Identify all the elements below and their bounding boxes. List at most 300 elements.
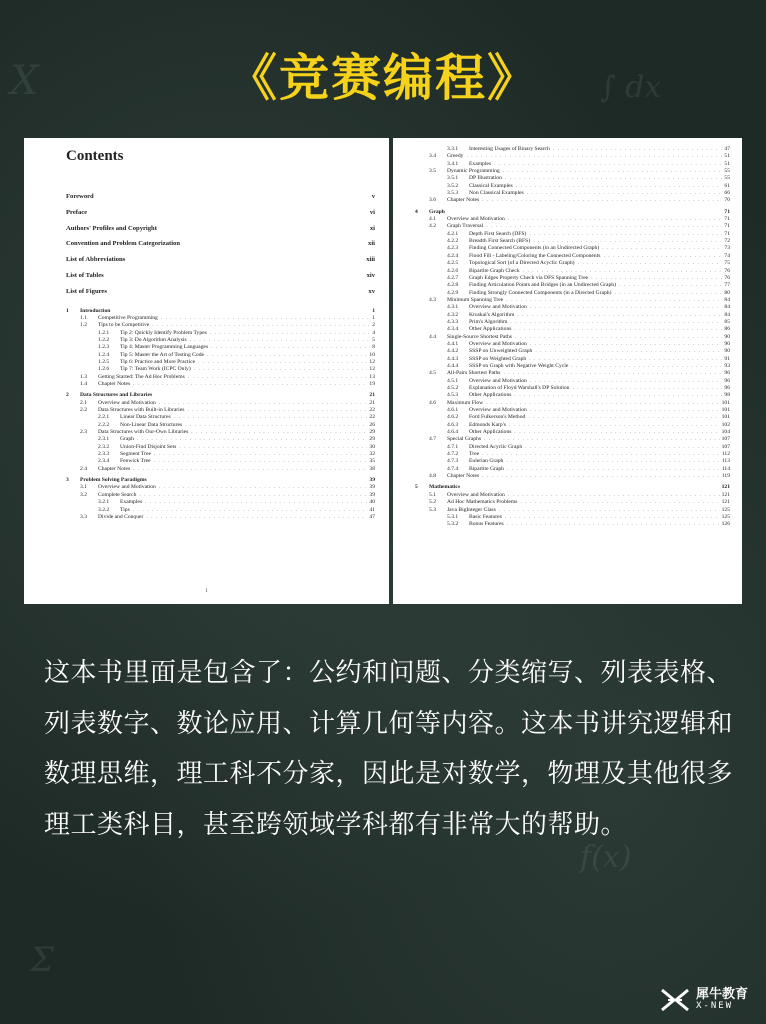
front-matter-row <box>66 240 375 256</box>
toc-entry-page: 107 <box>721 436 730 443</box>
toc-entry-title: Chapter Notes <box>98 465 131 472</box>
toc-entry-page: 22 <box>369 414 375 421</box>
toc-entry-number: 4.2.5 <box>447 260 459 267</box>
toc-entry-number: 4.3.4 <box>447 326 459 333</box>
toc-page-right <box>393 138 742 604</box>
toc-leader-dots <box>530 378 723 385</box>
toc-entry-title: Segment Tree <box>120 451 151 458</box>
toc-entry-number: 4.2.6 <box>447 267 459 274</box>
toc-leader-dots <box>614 290 722 297</box>
toc-leader-dots <box>482 197 722 204</box>
toc-chapter-row <box>66 308 375 315</box>
toc-entry-number: 4.7.3 <box>447 458 459 465</box>
page-title: 《竞赛编程》 <box>227 49 539 107</box>
toc-leader-dots <box>509 422 720 429</box>
toc-section-row <box>66 352 375 359</box>
toc-entry-number: 3.1 <box>80 484 87 491</box>
toc-entry-title: Examples <box>469 160 492 167</box>
toc-entry-title: Graph Traversal <box>447 223 484 230</box>
toc-entry-number: 3.5.3 <box>447 190 459 197</box>
toc-entry-number: 3.3.1 <box>447 146 459 152</box>
toc-section-row <box>66 507 375 514</box>
chalk-decoration: f(x) <box>580 840 632 875</box>
toc-section-row <box>415 499 730 506</box>
toc-section-row <box>415 260 730 267</box>
toc-leader-dots <box>506 458 719 465</box>
toc-section-row <box>415 146 730 153</box>
toc-leader-dots <box>486 223 722 230</box>
brand-logo <box>660 988 748 1012</box>
toc-entry-page: 90 <box>724 348 730 355</box>
toc-leader-dots <box>154 451 367 458</box>
toc-entry-title: Classical Examples <box>469 182 513 189</box>
toc-entry-page: 55 <box>724 168 730 175</box>
toc-list-left <box>66 308 375 522</box>
toc-entry-number: 2 <box>66 392 69 399</box>
toc-section-row <box>415 436 730 443</box>
toc-entry-page: 126 <box>721 521 730 528</box>
toc-leader-dots <box>207 352 367 359</box>
toc-section-row <box>66 400 375 407</box>
toc-section-row <box>415 363 730 370</box>
toc-section-row <box>415 290 730 297</box>
toc-section-row <box>66 374 375 381</box>
toc-leader-dots <box>211 344 370 351</box>
toc-entry-title: Overview and Motivation <box>98 399 156 406</box>
toc-entry-page: 76 <box>724 274 730 281</box>
toc-section-row <box>66 422 375 429</box>
toc-section-row <box>66 492 375 499</box>
toc-entry-page: 101 <box>721 414 730 421</box>
toc-section-row <box>66 484 375 491</box>
toc-entry-number: 2.3.3 <box>98 451 110 458</box>
toc-entry-page: 71 <box>724 230 730 237</box>
toc-entry-title: Linear Data Structures <box>120 414 171 421</box>
toc-entry-title: Tip 7: Team Work (ICPC Only) <box>120 366 191 373</box>
toc-section-row <box>66 330 375 337</box>
toc-entry-title: Other Applications <box>469 326 512 333</box>
toc-entry-title: Flood Fill - Labeling/Coloring the Connected Components <box>469 252 601 259</box>
toc-entry-title: Data Structures and Libraries <box>80 392 153 399</box>
toc-leader-dots <box>466 153 722 160</box>
toc-entry-page: 73 <box>724 245 730 252</box>
toc-entry-page: xii <box>368 240 375 248</box>
toc-entry-number: 4.5 <box>429 370 436 377</box>
toc-leader-dots <box>503 370 722 377</box>
toc-chapter-row <box>66 477 375 484</box>
toc-entry-title: Edmonds Karp's <box>469 421 506 428</box>
toc-section-row <box>415 341 730 348</box>
toc-entry-number: 1.2.6 <box>98 366 110 373</box>
toc-entry-page: vi <box>369 208 375 216</box>
toc-leader-dots <box>507 521 720 528</box>
toc-entry-number: 4.4.4 <box>447 362 459 369</box>
toc-section-row <box>415 231 730 238</box>
toc-section-row <box>415 370 730 377</box>
toc-section-row <box>415 161 730 168</box>
toc-entry-number: 4.6.3 <box>447 421 459 428</box>
toc-section-row <box>415 378 730 385</box>
toc-entry-title: Maximum Flow <box>447 399 484 406</box>
toc-section-row <box>66 514 375 521</box>
toc-entry-title: Tips to be Competitive <box>98 322 150 329</box>
toc-entry-page: 22 <box>369 407 375 414</box>
toc-entry-number: 4.2.3 <box>447 245 459 252</box>
front-matter-row <box>66 288 375 304</box>
toc-entry-title: List of Tables <box>66 271 104 279</box>
toc-section-row <box>415 422 730 429</box>
toc-leader-dots <box>499 507 720 514</box>
toc-entry-number: 5.3 <box>429 506 436 513</box>
toc-entry-number: 1.2.4 <box>98 351 110 358</box>
toc-leader-dots <box>503 168 723 175</box>
toc-leader-dots <box>603 253 722 260</box>
toc-section-row <box>415 183 730 190</box>
toc-entry-page: 39 <box>369 484 375 491</box>
toc-entry-title: Graph <box>429 208 445 215</box>
toc-entry-number: 4.1 <box>429 216 436 223</box>
toc-leader-dots <box>484 436 720 443</box>
toc-leader-dots <box>146 514 367 521</box>
toc-section-row <box>415 153 730 160</box>
toc-entry-page: 90 <box>724 333 730 340</box>
toc-section-row <box>415 400 730 407</box>
toc-entry-title: Explanation of Floyd Warshall's DP Solution <box>469 385 570 391</box>
toc-section-row <box>415 216 730 223</box>
toc-entry-page: 4 <box>372 329 375 336</box>
toc-leader-dots <box>514 429 719 436</box>
toc-entry-page: 121 <box>721 491 730 498</box>
toc-section-row <box>415 473 730 480</box>
toc-section-row <box>66 429 375 436</box>
toc-entry-number: 4.6.1 <box>447 407 459 414</box>
toc-chapter-row <box>66 392 375 399</box>
toc-entry-page: 21 <box>369 392 375 399</box>
toc-entry-number: 4.5.2 <box>447 385 459 391</box>
toc-section-row <box>415 385 730 392</box>
toc-entry-title: Complete Search <box>98 491 137 498</box>
toc-entry-title: Tip 5: Master the Art of Testing Code <box>120 351 204 358</box>
toc-leader-dots <box>602 245 722 252</box>
toc-entry-number: 3.2 <box>80 491 87 498</box>
toc-entry-title: Prim's Algorithm <box>469 318 508 325</box>
toc-entry-page: 75 <box>724 260 730 267</box>
toc-entry-page: 121 <box>721 484 730 491</box>
toc-entry-number: 4.7.4 <box>447 465 459 472</box>
toc-entry-number: 3.3 <box>80 513 87 520</box>
toc-section-row <box>415 238 730 245</box>
toc-section-row <box>66 322 375 329</box>
toc-entry-page: xiii <box>366 256 375 264</box>
toc-entry-title: SSSP on Graph with Negative Weight Cycle <box>469 362 569 369</box>
toc-entry-number: 4.6 <box>429 399 436 406</box>
toc-entry-page: 96 <box>724 385 730 391</box>
toc-section-row <box>66 444 375 451</box>
toc-entry-page: 93 <box>724 362 730 369</box>
x-logo-icon <box>660 988 690 1012</box>
toc-entry-page: 66 <box>724 190 730 197</box>
toc-entry-title: Finding Connected Components (in an Undirected Graph) <box>469 245 600 252</box>
toc-entry-title: Introduction <box>80 307 111 314</box>
toc-leader-dots <box>533 238 722 245</box>
toc-entry-title: Bonus Features <box>469 521 504 528</box>
toc-entry-page: 10 <box>369 351 375 358</box>
toc-entry-title: Overview and Motivation <box>469 340 527 347</box>
toc-leader-dots <box>528 414 719 421</box>
toc-entry-page: 113 <box>721 458 730 465</box>
toc-leader-dots <box>133 381 367 388</box>
toc-section-row <box>66 436 375 443</box>
toc-leader-dots <box>187 407 367 414</box>
toc-entry-number: 4.7.1 <box>447 443 459 450</box>
toc-entry-page: 55 <box>724 175 730 182</box>
toc-entry-page: xv <box>368 287 375 295</box>
toc-section-row <box>415 407 730 414</box>
toc-section-row <box>415 414 730 421</box>
toc-entry-page: 1 <box>372 307 375 314</box>
toc-entry-number: 4.2.7 <box>447 274 459 281</box>
toc-entry-page: 125 <box>721 506 730 513</box>
toc-leader-dots <box>506 297 722 304</box>
toc-entry-number: 4.2.2 <box>447 238 459 245</box>
toc-entry-title: Other Applications <box>469 392 512 399</box>
toc-leader-dots <box>191 429 367 436</box>
toc-entry-number: 1.1 <box>80 314 87 321</box>
toc-leader-dots <box>516 183 723 190</box>
toc-entry-page: 8 <box>372 344 375 351</box>
logo-english-name: X-NEW <box>695 1001 734 1012</box>
toc-entry-page: 107 <box>721 443 730 450</box>
toc-entry-title: Problem Solving Paradigms <box>80 477 147 484</box>
toc-entry-page: 26 <box>369 421 375 428</box>
toc-section-row <box>66 344 375 351</box>
toc-leader-dots <box>529 356 722 363</box>
toc-entry-page: 39 <box>369 491 375 498</box>
front-matter-row <box>66 225 375 241</box>
toc-leader-dots <box>188 374 368 381</box>
toc-leader-dots <box>482 473 720 480</box>
toc-entry-page: 104 <box>721 429 730 436</box>
toc-entry-page: 114 <box>721 465 730 472</box>
toc-section-row <box>66 458 375 465</box>
toc-section-row <box>415 168 730 175</box>
toc-entry-number: 4.3 <box>429 296 436 303</box>
toc-entry-title: Examples <box>120 499 143 506</box>
toc-entry-title: Directed Acyclic Graph <box>469 443 523 450</box>
toc-entry-title: Java BigInteger Class <box>447 506 496 513</box>
toc-section-row <box>415 197 730 204</box>
toc-entry-title: Foreword <box>66 193 94 200</box>
toc-entry-number: 5.2 <box>429 499 436 506</box>
toc-entry-page: 90 <box>724 340 730 347</box>
toc-entry-number: 1.4 <box>80 381 87 388</box>
front-matter-row <box>66 256 375 272</box>
toc-entry-page: 77 <box>724 282 730 289</box>
toc-section-row <box>415 429 730 436</box>
toc-leader-dots <box>505 175 723 182</box>
toc-leader-dots <box>482 451 720 458</box>
toc-entry-page: 101 <box>721 407 730 414</box>
toc-entry-number: 5.3.2 <box>447 521 459 528</box>
toc-entry-number: 2.3.4 <box>98 458 110 465</box>
toc-entry-title: Tip 2: Quickly Identify Problem Types <box>120 329 207 336</box>
toc-leader-dots <box>527 190 723 197</box>
toc-section-row <box>415 304 730 311</box>
toc-entry-page: 84 <box>724 311 730 318</box>
toc-section-row <box>415 356 730 363</box>
toc-entry-page: 102 <box>721 421 730 428</box>
toc-leader-dots <box>514 392 722 399</box>
toc-entry-title: Overview and Motivation <box>469 304 527 311</box>
toc-entry-page: 71 <box>724 208 730 215</box>
contents-heading: Contents <box>66 148 124 164</box>
toc-entry-title: Data Structures with Built-in Libraries <box>98 407 185 414</box>
toc-entry-number: 4.5.3 <box>447 392 459 399</box>
toc-entry-title: Preface <box>66 208 88 216</box>
toc-entry-title: Union-Find Disjoint Sets <box>120 443 177 450</box>
toc-entry-page: 32 <box>369 451 375 458</box>
toc-entry-number: 4.4.1 <box>447 340 459 347</box>
toc-entry-title: Tip 6: Practice and More Practice <box>120 358 196 365</box>
toc-entry-page: 85 <box>724 318 730 325</box>
toc-entry-page: 80 <box>724 289 730 296</box>
toc-entry-page: 40 <box>369 499 375 506</box>
toc-entry-title: Ad Hoc Mathematics Problems <box>447 499 518 506</box>
toc-entry-number: 3.2.2 <box>98 506 110 513</box>
toc-entry-number: 4.2.8 <box>447 282 459 289</box>
toc-entry-number: 1.2.1 <box>98 329 110 336</box>
page-number: i <box>205 588 208 594</box>
toc-entry-title: Overview and Motivation <box>469 407 527 414</box>
toc-entry-title: Finding Articulation Points and Bridges (in an Undirected Graph) <box>469 282 616 289</box>
toc-entry-number: 2.1 <box>80 399 87 406</box>
toc-leader-dots <box>185 422 367 429</box>
toc-leader-dots <box>133 507 368 514</box>
toc-entry-page: 91 <box>724 355 730 362</box>
toc-entry-page: 71 <box>724 216 730 223</box>
toc-leader-dots <box>179 444 367 451</box>
chalk-decoration: ∫ dx <box>600 70 662 105</box>
toc-entry-title: Minimum Spanning Tree <box>447 296 504 303</box>
toc-leader-dots <box>530 304 723 311</box>
toc-entry-number: 4 <box>415 208 418 215</box>
toc-leader-dots <box>525 444 719 451</box>
toc-entry-page: 39 <box>369 477 375 484</box>
toc-leader-dots <box>139 492 367 499</box>
toc-section-row <box>415 253 730 260</box>
toc-leader-dots <box>591 275 722 282</box>
toc-section-row <box>415 451 730 458</box>
toc-entry-number: 3.5.1 <box>447 175 459 182</box>
toc-section-row <box>415 444 730 451</box>
toc-leader-dots <box>137 436 367 443</box>
toc-leader-dots <box>161 315 370 322</box>
toc-entry-title: Special Graphs <box>447 436 482 443</box>
toc-list-right <box>415 146 730 529</box>
toc-entry-number: 4.4.2 <box>447 348 459 355</box>
toc-entry-title: Tips <box>120 506 130 513</box>
toc-leader-dots <box>520 499 719 506</box>
toc-entry-title: Single-Source Shortest Paths <box>447 333 512 340</box>
toc-leader-dots <box>514 326 722 333</box>
toc-section-row <box>66 315 375 322</box>
toc-section-row <box>66 499 375 506</box>
toc-entry-title: Ford Fulkerson's Method <box>469 414 526 421</box>
toc-entry-page: 47 <box>724 146 730 152</box>
toc-entry-page: 119 <box>721 473 730 480</box>
toc-leader-dots <box>154 458 368 465</box>
toc-leader-dots <box>210 330 370 337</box>
toc-entry-title: Breadth First Search (BFS) <box>469 238 531 245</box>
toc-section-row <box>415 492 730 499</box>
toc-entry-title: Tip 3: Do Algorithm Analysis <box>120 336 187 343</box>
toc-entry-page: 13 <box>369 373 375 380</box>
toc-entry-number: 3.5 <box>429 168 436 175</box>
toc-entry-number: 4.2.4 <box>447 252 459 259</box>
toc-entry-number: 4.3.1 <box>447 304 459 311</box>
toc-entry-page: 51 <box>724 153 730 160</box>
toc-entry-title: List of Figures <box>66 287 107 295</box>
toc-entry-title: Fenwick Tree <box>120 458 151 465</box>
toc-entry-page: 38 <box>369 465 375 472</box>
toc-entry-number: 3.5.2 <box>447 182 459 189</box>
toc-entry-page: 84 <box>724 296 730 303</box>
toc-entry-page: 41 <box>369 506 375 513</box>
toc-section-row <box>415 275 730 282</box>
toc-entry-title: Topological Sort (of a Directed Acyclic Graph) <box>469 260 575 267</box>
toc-section-row <box>415 282 730 289</box>
toc-section-row <box>66 414 375 421</box>
toc-leader-dots <box>619 282 722 289</box>
toc-section-row <box>66 359 375 366</box>
toc-entry-page: 35 <box>369 458 375 465</box>
toc-entry-page: 19 <box>369 381 375 388</box>
toc-section-row <box>415 175 730 182</box>
toc-entry-number: 1.2.2 <box>98 336 110 343</box>
toc-entry-page: v <box>371 193 375 200</box>
toc-section-row <box>415 334 730 341</box>
toc-entry-number: 4.7 <box>429 436 436 443</box>
toc-entry-title: SSSP on Weighted Graph <box>469 355 527 362</box>
toc-section-row <box>415 245 730 252</box>
toc-entry-page: 74 <box>724 252 730 259</box>
toc-section-row <box>415 507 730 514</box>
toc-entry-title: Chapter Notes <box>447 473 480 480</box>
toc-entry-number: 1.2.3 <box>98 344 110 351</box>
toc-entry-number: 3.2.1 <box>98 499 110 506</box>
logo-chinese-name: 犀牛教育 <box>695 987 748 1003</box>
toc-entry-title: Graph Edges Property Check via DFS Spanning Tree <box>469 274 589 281</box>
toc-entry-number: 5 <box>415 484 418 491</box>
toc-entry-title: Tip 4: Master Programming Languages <box>120 344 209 351</box>
toc-entry-page: 70 <box>724 197 730 204</box>
toc-entry-number: 4.3.2 <box>447 311 459 318</box>
toc-entry-number: 4.2 <box>429 223 436 230</box>
toc-entry-page: 84 <box>724 304 730 311</box>
toc-section-row <box>66 366 375 373</box>
toc-entry-title: Bipartite Graph Check <box>469 267 520 274</box>
toc-entry-title: Basic Features <box>469 513 502 520</box>
toc-entry-title: Kruskal's Algorithm <box>469 311 515 318</box>
toc-entry-page: xi <box>369 224 375 232</box>
toc-leader-dots <box>190 337 371 344</box>
toc-entry-number: 1.2.5 <box>98 358 110 365</box>
toc-leader-dots <box>530 341 723 348</box>
toc-leader-dots <box>508 216 723 223</box>
toc-leader-dots <box>529 231 722 238</box>
toc-entry-title: Chapter Notes <box>447 197 480 204</box>
toc-leader-dots <box>145 499 367 506</box>
